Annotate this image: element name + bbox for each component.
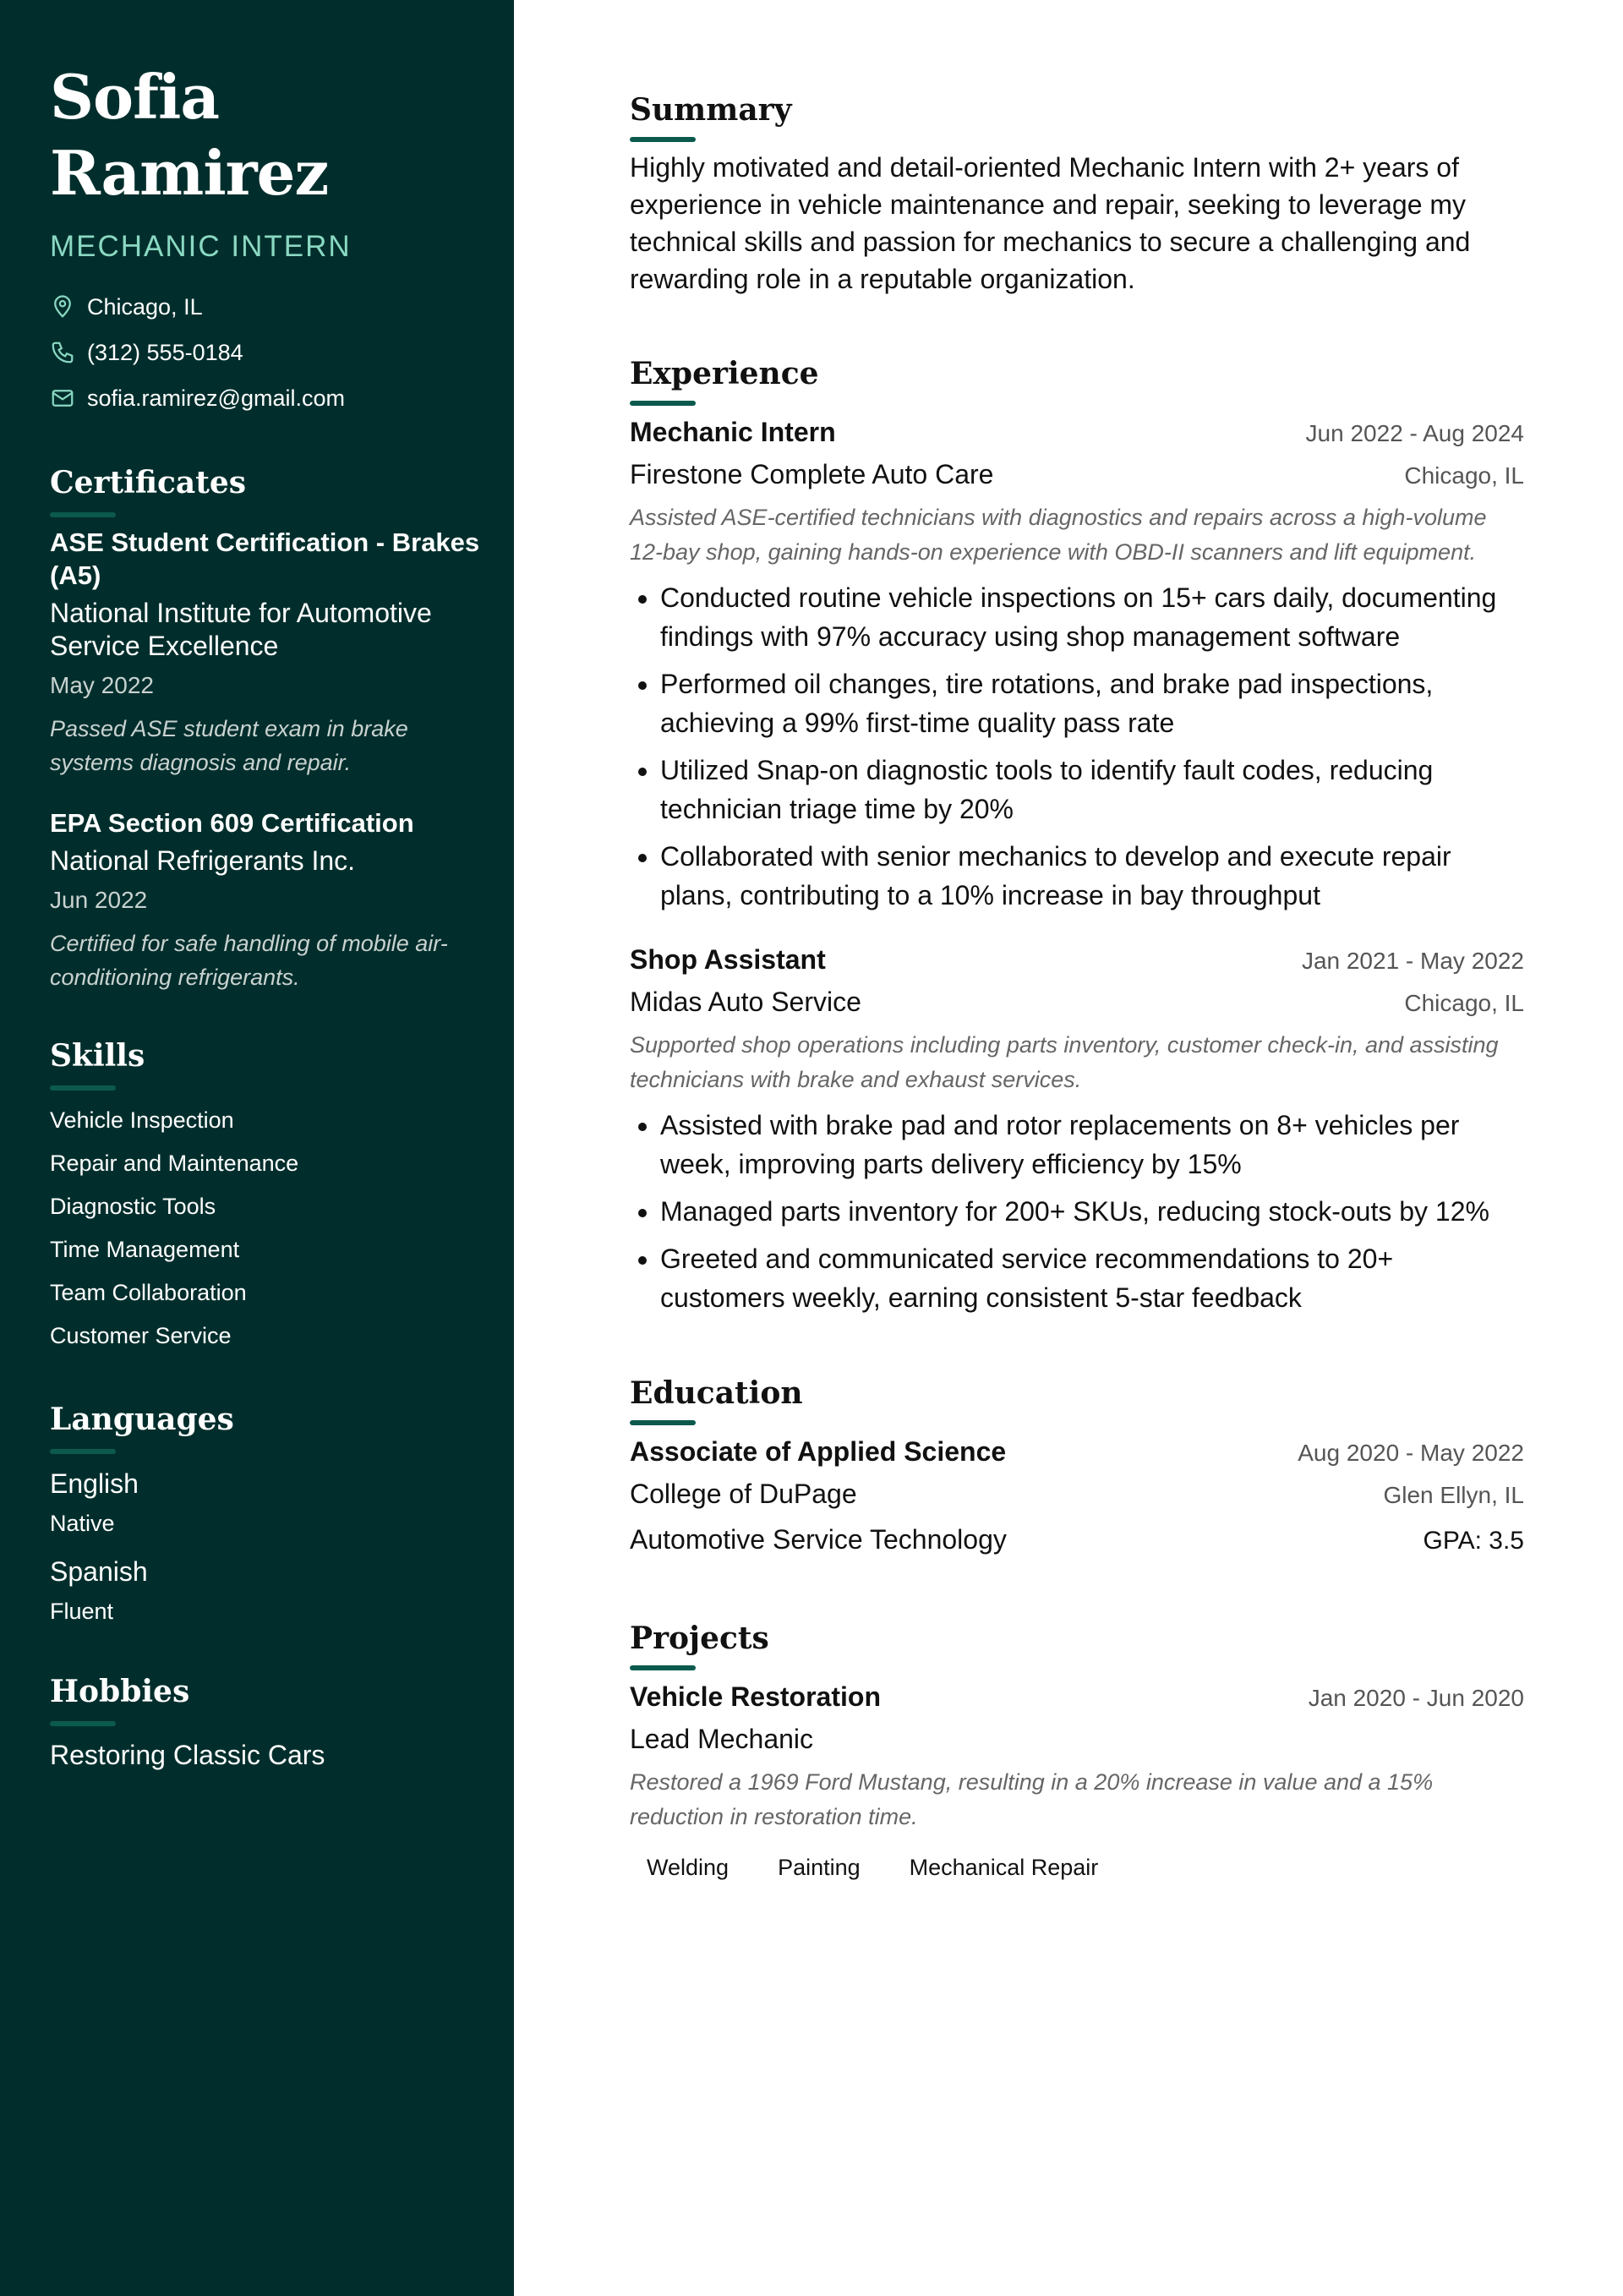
job-title: Mechanic Intern: [630, 417, 836, 447]
hobby-item: Restoring Classic Cars: [50, 1740, 325, 1770]
skill-item: Team Collaboration: [50, 1280, 247, 1305]
job-location: Chicago, IL: [1404, 462, 1524, 489]
section-divider: [630, 401, 696, 406]
experience-entry: [630, 940, 1524, 1317]
certificate-date: Jun 2022: [50, 887, 148, 913]
summary-text: Highly motivated and detail-oriented Mechanic Intern with 2+ years of experience in vehicle maintenance and repair, seeking to leverage my technical skills and passion for mechanics to secure a challenging and rewarding role in a reputable organization.: [630, 152, 1471, 294]
experience-entry: [630, 413, 1524, 915]
gpa: GPA: 3.5: [1423, 1527, 1524, 1555]
education-section: [630, 1375, 1524, 1562]
job-description: Assisted ASE-certified technicians with diagnostics and repairs across a high-volume 12-bay shop, gaining hands-on experience with OBD-II scanners and lift equipment.: [630, 505, 1487, 565]
job-bullet: • Performed oil changes, tire rotations, and brake pad inspections, achieving a 99% first-time quality pass rate: [660, 664, 1524, 742]
job-title: Shop Assistant: [630, 944, 826, 975]
experience-section: [630, 355, 1524, 1317]
hobbies-section: [50, 1672, 480, 1775]
certificate-title: ASE Student Certification - Brakes (A5): [50, 528, 480, 590]
section-divider: [630, 1420, 696, 1425]
company-name: Midas Auto Service: [630, 987, 861, 1017]
summary-section: [630, 91, 1524, 298]
project-tag: Painting: [778, 1855, 861, 1880]
contact-location: [50, 284, 480, 330]
languages-heading: Languages: [50, 1402, 234, 1437]
skill-item: Repair and Maintenance: [50, 1151, 299, 1176]
projects-section: [630, 1620, 1524, 1881]
project-tag: Welding: [647, 1855, 730, 1880]
field-of-study: Automotive Service Technology: [630, 1524, 1007, 1555]
certificate-item: [50, 806, 480, 994]
contact-email-text: sofia.ramirez@gmail.com: [87, 385, 345, 411]
school-location: Glen Ellyn, IL: [1383, 1482, 1524, 1508]
section-divider: [50, 512, 116, 517]
skill-item: Time Management: [50, 1237, 240, 1262]
job-bullet: • Utilized Snap-on diagnostic tools to identify fault codes, reducing technician triage time by 20%: [660, 751, 1524, 828]
project-dates: Jan 2020 - Jun 2020: [1308, 1685, 1524, 1711]
contact-phone[interactable]: [50, 330, 480, 375]
certificates-heading: Certificates: [50, 465, 247, 500]
contact-email[interactable]: [50, 375, 480, 421]
section-divider: [630, 137, 696, 142]
job-bullets: [630, 1106, 1524, 1317]
job-location: Chicago, IL: [1404, 990, 1524, 1016]
mail-icon: [50, 385, 75, 411]
project-title: Vehicle Restoration: [630, 1681, 881, 1712]
section-divider: [50, 1721, 116, 1726]
section-divider: [50, 1085, 116, 1091]
project-role: Lead Mechanic: [630, 1724, 814, 1754]
skills-heading: Skills: [50, 1038, 145, 1074]
company-name: Firestone Complete Auto Care: [630, 459, 994, 489]
job-bullet: • Conducted routine vehicle inspections on 15+ cars daily, documenting findings with 97% accuracy using shop management software: [660, 578, 1524, 656]
certificate-issuer: National Institute for Automotive Service Excellence: [50, 598, 432, 661]
job-bullet: • Managed parts inventory for 200+ SKUs, reducing stock-outs by 12%: [660, 1192, 1524, 1231]
certificates-section: [50, 463, 480, 994]
certificate-issuer: National Refrigerants Inc.: [50, 845, 356, 876]
skills-section: [50, 1036, 480, 1358]
contact-location-text: Chicago, IL: [87, 293, 203, 320]
skill-item: Vehicle Inspection: [50, 1107, 234, 1133]
project-tags: [630, 1855, 1524, 1881]
section-divider: [630, 1665, 696, 1670]
job-description: Supported shop operations including parts inventory, customer check-in, and assisting technicians with brake and exhaust services.: [630, 1032, 1499, 1092]
skill-item: Customer Service: [50, 1323, 232, 1348]
contact-list: [50, 284, 480, 421]
education-dates: Aug 2020 - May 2022: [1298, 1440, 1524, 1466]
experience-heading: Experience: [630, 356, 819, 391]
language-level: Native: [50, 1511, 115, 1536]
certificate-description: Passed ASE student exam in brake systems diagnosis and repair.: [50, 716, 408, 775]
certificate-title: EPA Section 609 Certification: [50, 808, 414, 838]
degree-name: Associate of Applied Science: [630, 1436, 1007, 1467]
phone-icon: [50, 340, 75, 365]
languages-section: [50, 1400, 480, 1630]
skill-item: Diagnostic Tools: [50, 1194, 216, 1219]
job-bullet: • Greeted and communicated service recommendations to 20+ customers weekly, earning consistent 5-star feedback: [660, 1239, 1524, 1317]
projects-heading: Projects: [630, 1621, 769, 1656]
section-divider: [50, 1449, 116, 1454]
candidate-name: Sofia Ramirez: [50, 61, 329, 209]
language-level: Fluent: [50, 1599, 114, 1624]
main-content: [514, 0, 1623, 2296]
project-tag: Mechanical Repair: [909, 1855, 1099, 1880]
certificate-description: Certified for safe handling of mobile air-conditioning refrigerants.: [50, 931, 448, 990]
job-dates: Jan 2021 - May 2022: [1301, 948, 1524, 974]
school-name: College of DuPage: [630, 1479, 857, 1509]
summary-heading: Summary: [630, 92, 792, 128]
hobbies-heading: Hobbies: [50, 1674, 190, 1709]
language-name: Spanish: [50, 1556, 148, 1587]
candidate-title: MECHANIC INTERN: [50, 230, 352, 263]
project-description: Restored a 1969 Ford Mustang, resulting in a 20% increase in value and a 15% reduction in restoration time.: [630, 1769, 1434, 1829]
job-bullet: • Assisted with brake pad and rotor replacements on 8+ vehicles per week, improving parts delivery efficiency by 15%: [660, 1106, 1524, 1184]
education-heading: Education: [630, 1375, 803, 1411]
job-dates: Jun 2022 - Aug 2024: [1305, 420, 1524, 446]
language-name: English: [50, 1468, 139, 1499]
certificate-item: [50, 526, 480, 779]
job-bullet: • Collaborated with senior mechanics to develop and execute repair plans, contributing to a 10% increase in bay throughput: [660, 837, 1524, 915]
contact-phone-text: (312) 555-0184: [87, 339, 243, 365]
job-bullets: [630, 578, 1524, 915]
sidebar: [0, 0, 514, 2296]
location-pin-icon: [50, 294, 75, 320]
certificate-date: May 2022: [50, 672, 154, 698]
